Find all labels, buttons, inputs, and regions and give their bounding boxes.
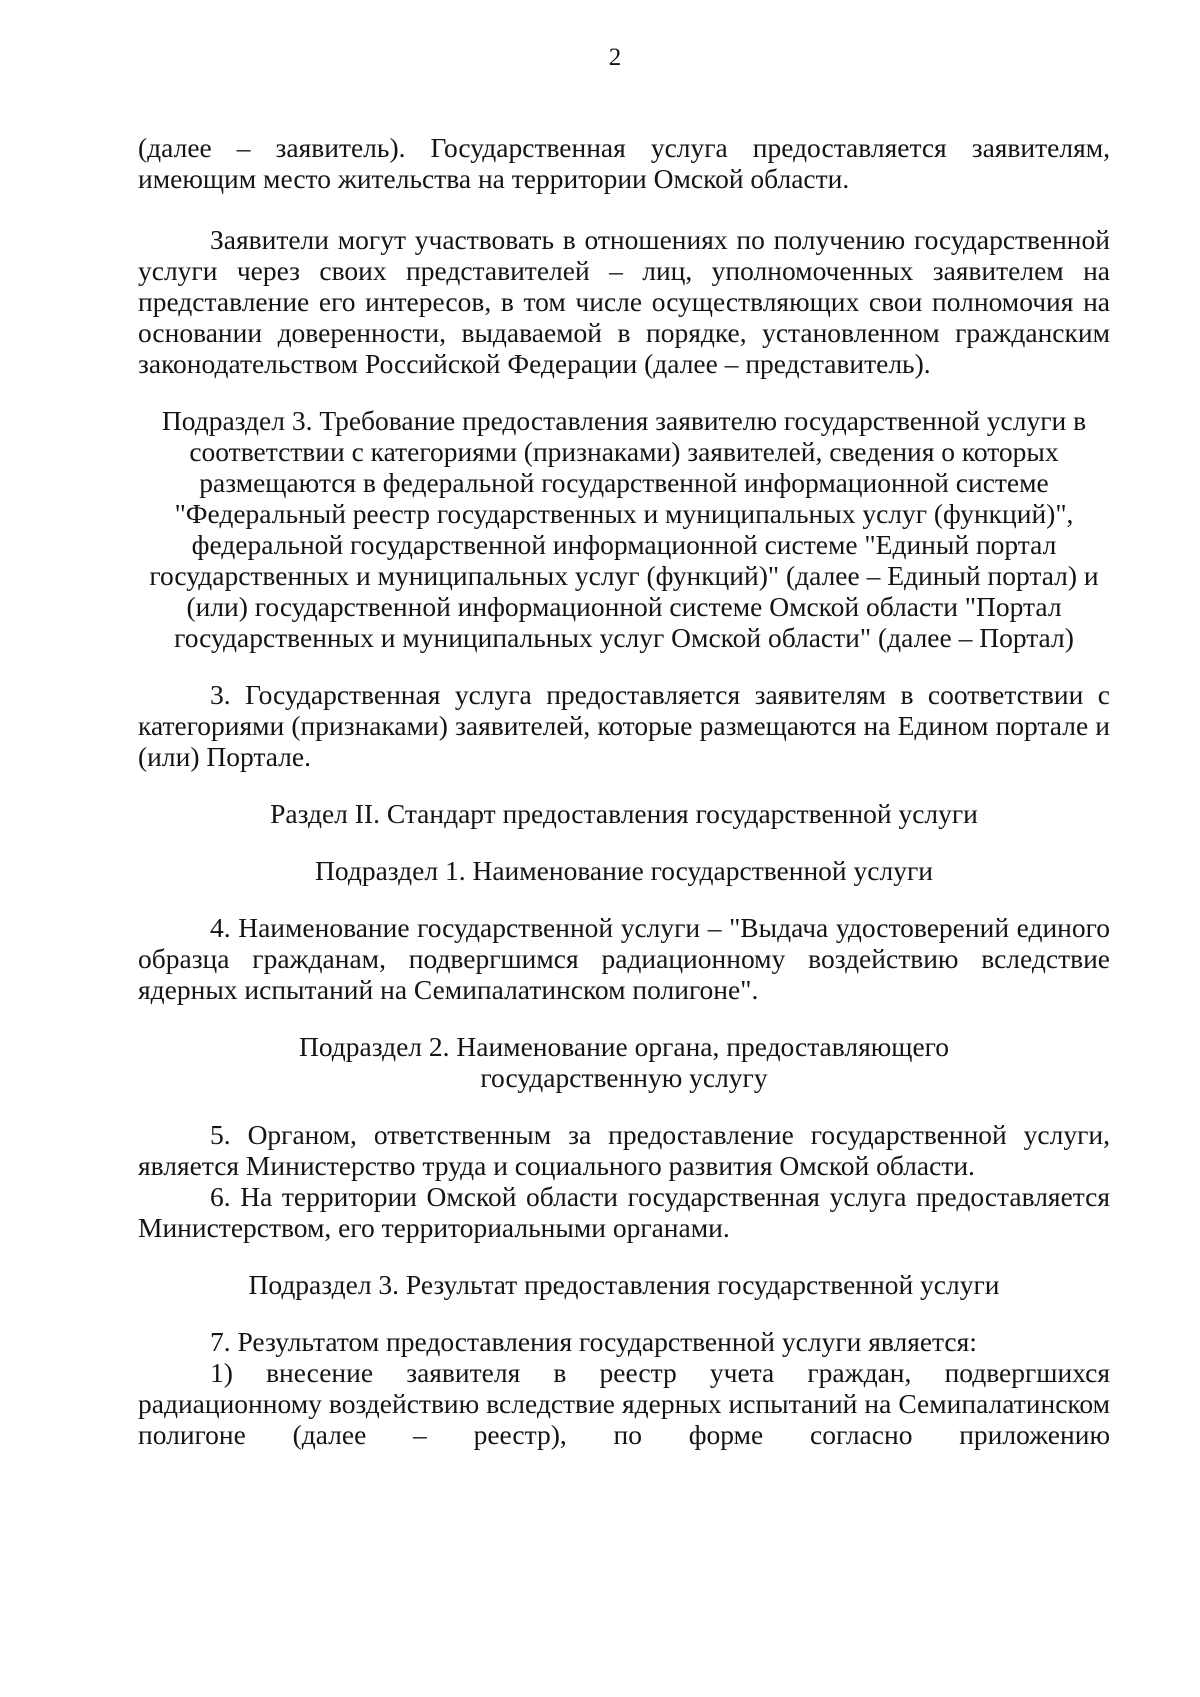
paragraph-item-4: 4. Наименование государственной услуги – "Выдача удостоверений единого образца гражданам, подвергшимся радиационному воздействию вследствие ядерных испытаний на Семипалатинском полигоне". <box>138 912 1110 1005</box>
heading-subsection-2-line-1: Подраздел 2. Наименование органа, предоставляющего <box>298 1031 950 1062</box>
paragraph-item-3: 3. Государственная услуга предоставляется заявителям в соответствии с категориями (признаками) заявителей, которые размещаются на Едином портале и (или) Портале. <box>138 679 1110 772</box>
heading-subsection-3-result: Подраздел 3. Результат предоставления государственной услуги <box>248 1269 1000 1300</box>
paragraph-representatives: Заявители могут участвовать в отношениях по получению государственной услуги через своих представителей – лиц, уполномоченных заявителем на представление его интересов, в том числе осуществляющих свои полномочия на основании доверенности, выдаваемой в порядке, установленном гражданским законодательством Российской Федерации (далее – представитель). <box>138 224 1110 379</box>
paragraph-item-7: 7. Результатом предоставления государственной услуги является: <box>210 1326 977 1357</box>
heading-subsection-1-name: Подраздел 1. Наименование государственной услуги <box>315 855 933 886</box>
paragraph-item-5: 5. Органом, ответственным за предоставление государственной услуги, является Министерство труда и социального развития Омской области. <box>138 1119 1110 1181</box>
heading-subsection-2-line-2: государственную услугу <box>480 1062 768 1093</box>
document-body <box>138 132 1110 1450</box>
heading-subsection-3-requirement: Подраздел 3. Требование предоставления заявителю государственной услуги в соответствии с категориями (признаками) заявителей, сведения о которых размещаются в федеральной государственной информационной системе "Федеральный реестр государственных и муниципальных услуг (функций)", федеральной государственной информационной системе "Единый портал государственных и муниципальных услуг (функций)" (далее – Единый портал) и (или) государственной информационной системе Омской области "Портал государственных и муниципальных услуг Омской области" (далее – Портал) <box>149 405 1099 653</box>
paragraph-intro: (далее – заявитель). Государственная услуга предоставляется заявителям, имеющим место жительства на территории Омской области. <box>138 132 1110 194</box>
paragraph-item-7-1: 1) внесение заявителя в реестр учета граждан, подвергшихся радиационному воздействию вследствие ядерных испытаний на Семипалатинском полигоне (далее – реестр), по форме согласно приложению <box>138 1357 1110 1450</box>
paragraph-item-6: 6. На территории Омской области государственная услуга предоставляется Министерством, его территориальными органами. <box>138 1181 1110 1243</box>
heading-section-2: Раздел II. Стандарт предоставления государственной услуги <box>270 798 978 829</box>
page-number: 2 <box>608 44 622 71</box>
